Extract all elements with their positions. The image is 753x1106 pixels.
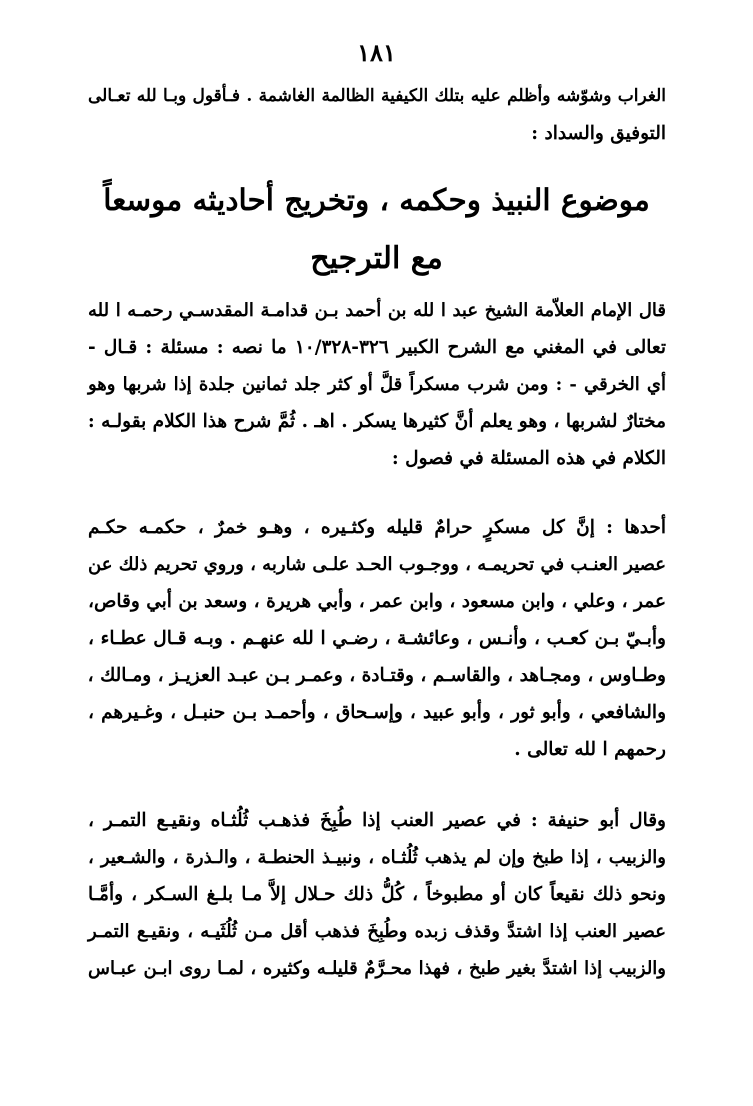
paragraph-line: تعالى في المغني مع الشرح الكبير ٣٢٦-١٠/٣٢٨ ما نصه : مسئلة : قـال - xyxy=(88,337,666,358)
section-heading: موضوع النبيذ وحكمه ، وتخريج أحاديثه موسعاً xyxy=(103,182,650,217)
paragraph-line: الكلام في هذه المسئلة في فصول : xyxy=(391,448,666,469)
intro-line: الغراب وشوّشه وأظلم عليه بتلك الكيفية الظالمة الغاشمة . فـأقول وبـا لله تعـالى xyxy=(88,86,666,106)
paragraph-line: والزبيب ، إذا طبخ وإن لم يذهب ثُلُثـاه ، ونبيـذ الحنطـة ، والـذرة ، والشـعير ، xyxy=(88,847,666,868)
section-heading: مع الترجيح xyxy=(310,241,443,276)
intro-line: التوفيق والسداد : xyxy=(531,123,666,144)
paragraph-line: قال الإمام العلاّمة الشيخ عبد ا لله بن أحمد بـن قدامـة المقدسـي رحمـه ا لله xyxy=(88,300,666,321)
paragraph-line: والشافعي ، وأبو ثور ، وأبو عبيد ، وإسـحاق ، وأحمـد بـن حنبـل ، وغـيرهم ، xyxy=(88,702,666,723)
paragraph-line: رحمهم ا لله تعالى . xyxy=(514,739,666,760)
paragraph-line: وأبـيّ بـن كعـب ، وأنـس ، وعائشـة ، رضـي ا لله عنهـم . وبـه قـال عطـاء ، xyxy=(88,628,666,649)
paragraph-line: أحدها : إنَّ كل مسكرٍ حرامٌ قليله وكثـيره ، وهـو خمرٌ ، حكمـه حكـم xyxy=(88,517,666,538)
paragraph-line: أي الخرقي - : ومن شرب مسكراً قلَّ أو كثر جلد ثمانين جلدة إذا شربها وهو xyxy=(88,374,666,395)
paragraph-line: عصير العنـب في تحريمـه ، ووجـوب الحـد علـى شاربه ، وروي تحريم ذلك عن xyxy=(88,554,666,575)
page-number: ١٨١ xyxy=(357,38,396,67)
paragraph-line: وقال أبو حنيفة : في عصير العنب إذا طُبِخَ فذهـب ثُلُثـاه ونقيـع التمـر ، xyxy=(88,810,666,831)
paragraph-line: عصير العنب إذا اشتدَّ وقذف زبده وطُبِخَ فذهب أقل مـن ثُلُثَيـه ، ونقيـع التمـر xyxy=(88,921,666,942)
paragraph-line: والزبيب إذا اشتدَّ بغير طبخ ، فهذا محـرَّمٌ قليلـه وكثيره ، لمـا روى ابـن عبـاس xyxy=(88,958,666,979)
paragraph-line: مختارٌ لشربها ، وهو يعلم أنَّ كثيرها يسكر . اهـ . ثُمَّ شرح هذا الكلام بقولـه : xyxy=(87,411,666,432)
paragraph-line: ونحو ذلك نقيعاً كان أو مطبوخاً ، كُلُّ ذلك حـلال إلاَّ مـا بلـغ السـكر ، وأمَّـا xyxy=(88,884,666,905)
paragraph-line: عمر ، وعلي ، وابن مسعود ، وابن عمر ، وأبي هريرة ، وسعد بن أبي وقاص، xyxy=(88,591,666,612)
paragraph-line: وطـاوس ، ومجـاهد ، والقاسـم ، وقتـادة ، وعمـر بـن عبـد العزيـز ، ومـالك ، xyxy=(87,665,666,686)
